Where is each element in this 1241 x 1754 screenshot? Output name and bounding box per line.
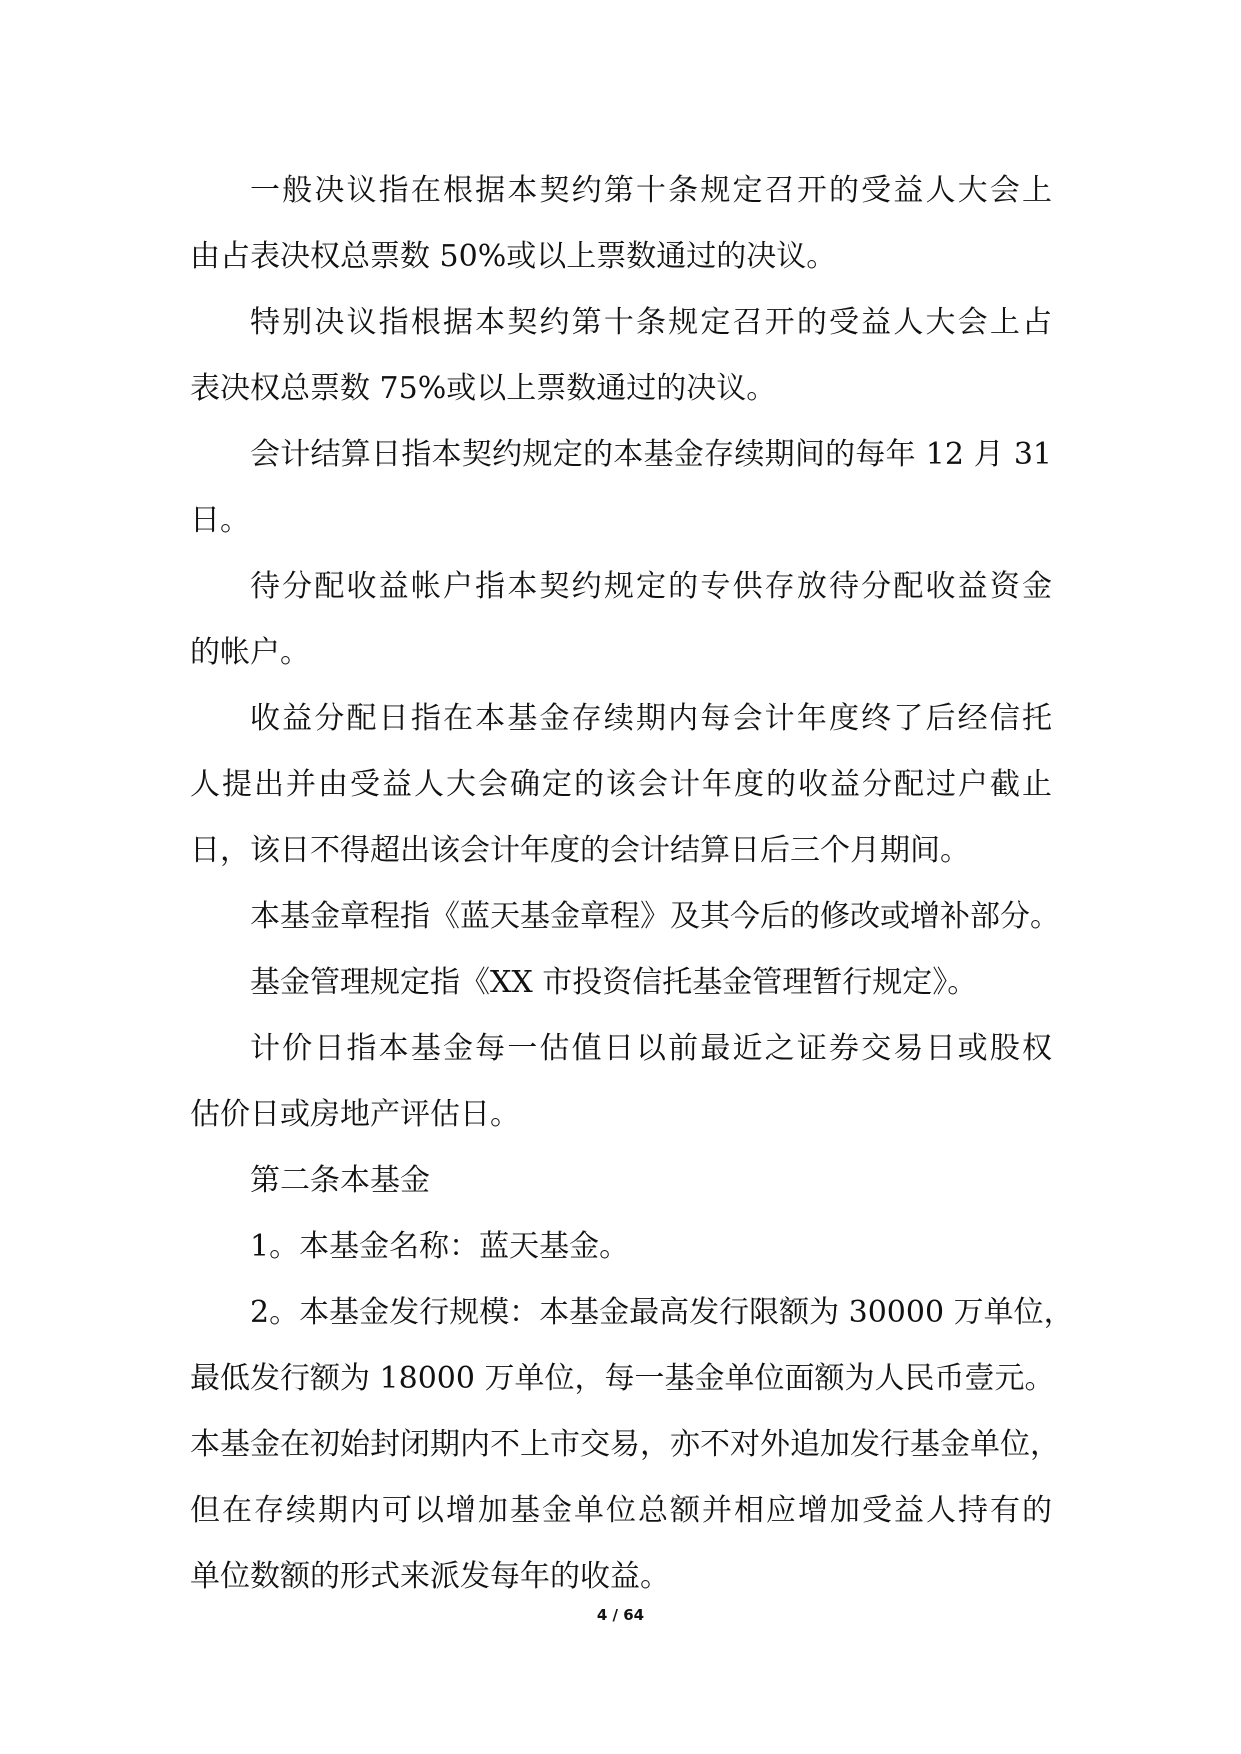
text-line: 的帐户。 <box>190 635 310 670</box>
text-line: 单位数额的形式来派发每年的收益。 <box>190 1559 670 1594</box>
text-line: 由占表决权总票数 50%或以上票数通过的决议。 <box>190 239 837 274</box>
text-line: 本基金章程指《蓝天基金章程》及其今后的修改或增补部分。 <box>250 899 1060 934</box>
text-line: 2。本基金发行规模：本基金最高发行限额为 30000 万单位， <box>250 1295 1074 1330</box>
text-line: 人提出并由受益人大会确定的该会计年度的收益分配过户截止 <box>190 767 1052 802</box>
page-number: 4 / 64 <box>596 1606 645 1624</box>
text-line: 收益分配日指在本基金存续期内每会计年度终了后经信托 <box>250 701 1052 736</box>
text-line: 会计结算日指本契约规定的本基金存续期间的每年 12 月 31 <box>250 437 1052 472</box>
text-line: 第二条本基金 <box>250 1163 430 1198</box>
text-line: 1。本基金名称：蓝天基金。 <box>250 1229 630 1264</box>
text-line: 最低发行额为 18000 万单位，每一基金单位面额为人民币壹元。 <box>190 1361 1055 1396</box>
text-line: 一般决议指在根据本契约第十条规定召开的受益人大会上 <box>250 173 1052 208</box>
text-line: 特别决议指根据本契约第十条规定召开的受益人大会上占 <box>250 305 1052 340</box>
text-line: 日。 <box>190 503 250 538</box>
document-body <box>190 158 1074 1610</box>
text-line: 但在存续期内可以增加基金单位总额并相应增加受益人持有的 <box>190 1493 1052 1528</box>
text-line: 日，该日不得超出该会计年度的会计结算日后三个月期间。 <box>190 833 970 868</box>
text-line: 计价日指本基金每一估值日以前最近之证券交易日或股权 <box>250 1031 1052 1066</box>
text-line: 待分配收益帐户指本契约规定的专供存放待分配收益资金 <box>250 569 1052 604</box>
text-line: 本基金在初始封闭期内不上市交易，亦不对外追加发行基金单位， <box>190 1427 1060 1462</box>
text-line: 估价日或房地产评估日。 <box>190 1097 520 1132</box>
text-line: 表决权总票数 75%或以上票数通过的决议。 <box>190 371 777 406</box>
text-line: 基金管理规定指《XX 市投资信托基金管理暂行规定》。 <box>250 965 978 1000</box>
